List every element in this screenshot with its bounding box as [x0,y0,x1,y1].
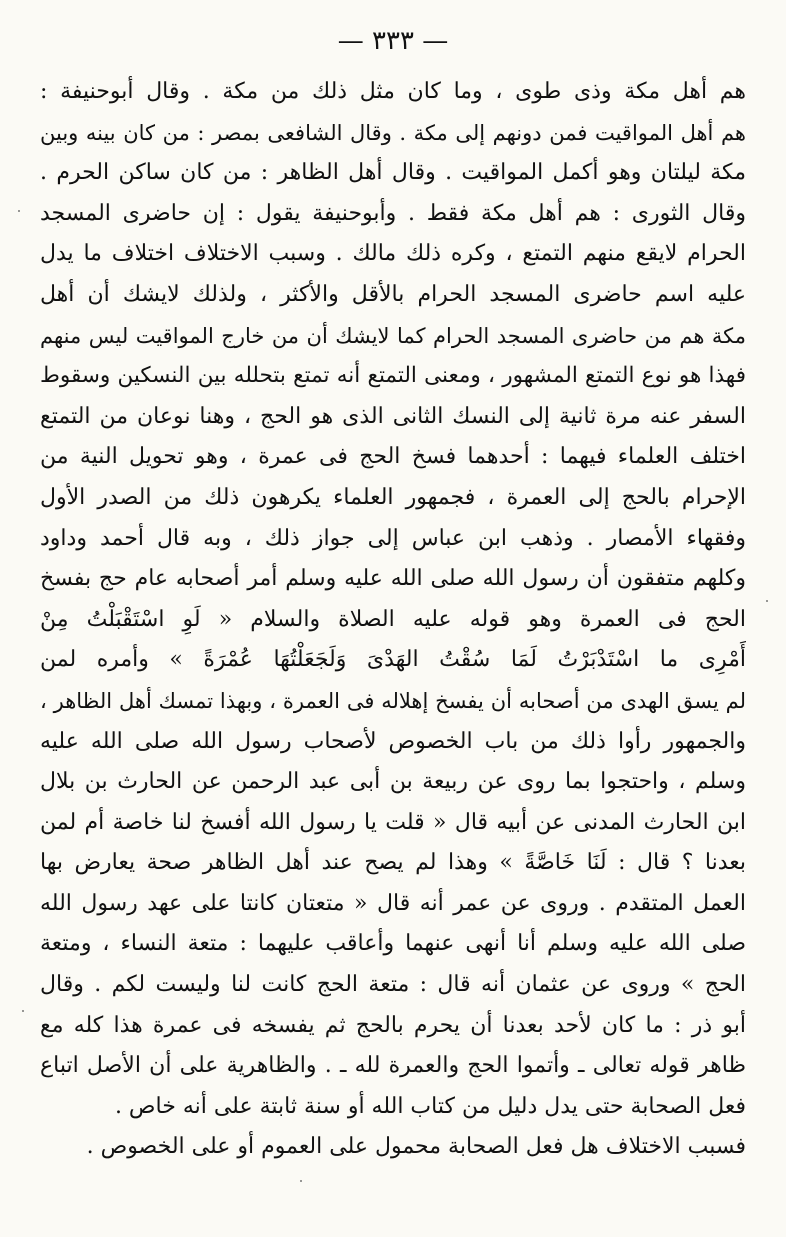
scan-speck [766,600,768,602]
scan-speck [300,1180,302,1182]
text-line: فهذا هو نوع التمتع المشهور ، ومعنى التمتع أنه تمتع بتحلله بين النسكين وسقوط [40,363,746,389]
text-line: العمل المتقدم . وروى عن عمر أنه قال « متعتان كانتا على عهد رسول الله [40,890,746,916]
text-line: وكلهم متفقون أن رسول الله صلى الله عليه وسلم أمر أصحابه عام حج بفسخ [40,566,746,592]
text-line: الحج فى العمرة وهو قوله عليه الصلاة والسلام « لَوِ اسْتَقْبَلْتُ مِنْ [40,606,746,632]
page-body [40,72,746,1168]
text-line: فسبب الاختلاف هل فعل الصحابة محمول على العموم أو على الخصوص . [86,1134,746,1160]
text-line: ابن الحارث المدنى عن أبيه قال « قلت يا رسول الله أفسخ لنا خاصة أم لمن [40,809,746,835]
text-line: مكة ليلتان وهو أكمل المواقيت . وقال أهل الظاهر : من كان ساكن الحرم . [40,160,746,186]
text-line: وسلم ، واحتجوا بما روى عن ربيعة بن أبى عبد الرحمن عن الحارث بن بلال [40,769,746,795]
text-line: صلى الله عليه وسلم أنا أنهى عنهما وأعاقب عليهما : متعة النساء ، ومتعة [40,931,746,957]
text-line: الحج » وروى عن عثمان أنه قال : متعة الحج كانت لنا وليست لكم . وقال [40,972,746,998]
text-line: عليه اسم حاضرى المسجد الحرام بالأقل والأكثر ، ولذلك لايشك أن أهل [40,281,746,307]
scan-speck [18,210,20,212]
text-line: وفقهاء الأمصار . وذهب ابن عباس إلى جواز ذلك ، وبه قال أحمد وداود [40,525,746,551]
text-line: اختلف العلماء فيهما : أحدهما فسخ الحج فى عمرة ، وهو تحويل النية من [40,444,746,470]
text-line: أَمْرِى ما اسْتَدْبَرْتُ لَمَا سُقْتُ الهَدْىَ وَلَجَعَلْتُهَا عُمْرَةً » وأمره لمن [40,647,746,673]
text-line: الحرام لايقع منهم التمتع ، وكره ذلك مالك . وسبب الاختلاف اختلاف ما يدل [40,241,746,267]
text-line: هم أهل المواقيت فمن دونهم إلى مكة . وقال الشافعى بمصر : من كان بينه وبين [40,120,746,145]
text-line: ظاهر قوله تعالى ـ وأتموا الحج والعمرة لله ـ . والظاهرية على أن الأصل اتباع [40,1053,746,1079]
page-number: — ٣٣٣ — [337,26,449,56]
text-line: السفر عنه مرة ثانية إلى النسك الثانى الذى هو الحج ، وهنا نوعان من التمتع [40,403,746,429]
scan-speck [22,1010,24,1012]
text-line: فعل الصحابة حتى يدل دليل من كتاب الله أو سنة ثابتة على أنه خاص . [114,1093,746,1119]
text-line: لم يسق الهدى من أصحابه أن يفسخ إهلاله فى العمرة ، وبهذا تمسك أهل الظاهر ، [40,688,746,713]
text-line: أبو ذر : ما كان لأحد بعدنا أن يحرم بالحج ثم يفسخه فى عمرة هذا كله مع [40,1012,746,1038]
text-line: والجمهور رأوا ذلك من باب الخصوص لأصحاب رسول الله صلى الله عليه [40,728,746,754]
text-line: الإحرام بالحج إلى العمرة ، فجمهور العلماء يكرهون ذلك من الصدر الأول [40,484,746,510]
text-line: هم أهل مكة وذى طوى ، وما كان مثل ذلك من مكة . وقال أبوحنيفة : [40,79,746,104]
text-line: مكة هم من حاضرى المسجد الحرام كما لايشك أن من خارج المواقيت ليس منهم [40,323,746,348]
text-line: بعدنا ؟ قال : لَنَا خَاصَّةً » وهذا لم يصح عند أهل الظاهر صحة يعارض بها [40,850,746,876]
text-line: وقال الثورى : هم أهل مكة فقط . وأبوحنيفة يقول : إن حاضرى المسجد [40,200,746,226]
